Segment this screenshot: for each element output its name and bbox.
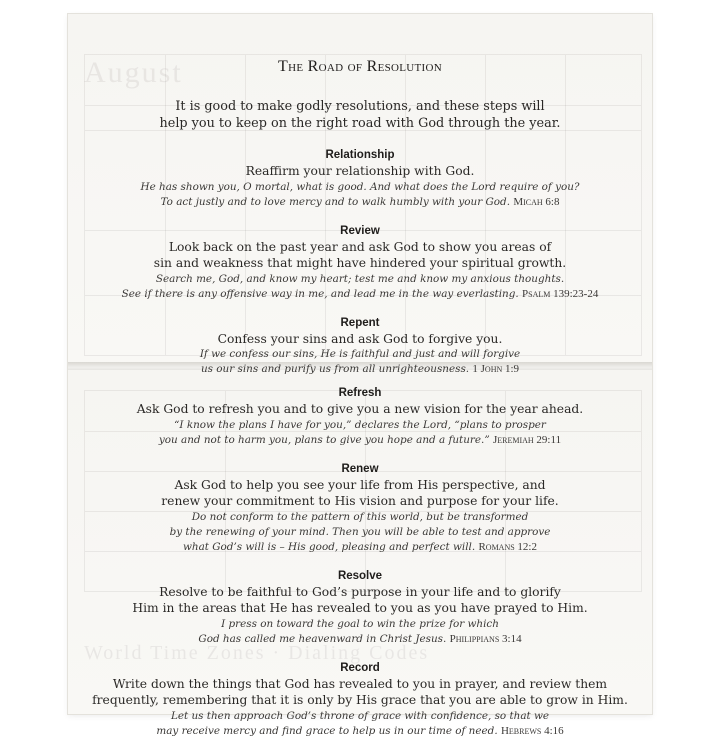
section-record xyxy=(68,661,652,739)
verse-line xyxy=(68,195,652,210)
verse-text: may receive mercy and find grace to help us in our time of need. xyxy=(156,724,501,737)
verse-reference: Hebrews 4:16 xyxy=(500,724,564,737)
verse-line xyxy=(68,632,652,647)
section-body-line: Resolve to be faithful to God’s purpose in your life and to glorify xyxy=(159,584,561,599)
verse-text: Do not conform to the pattern of this world, but be transformed xyxy=(191,510,529,523)
verse-reference: Psalm 139:23-24 xyxy=(522,287,599,300)
verse-text: Let us then approach God’s throne of grace with confidence, so that we xyxy=(170,709,550,722)
page-title: The Road of Resolution xyxy=(278,58,442,75)
verse-line xyxy=(68,287,652,302)
bottom-content xyxy=(68,386,652,753)
verse-line xyxy=(68,724,652,739)
section-resolve xyxy=(68,569,652,647)
section-body-line: renew your commitment to His vision and purpose for your life. xyxy=(161,494,559,508)
verse-line xyxy=(68,540,652,555)
section-heading: Resolve xyxy=(337,569,383,582)
section-body-line: sin and weakness that might have hindered your spiritual growth. xyxy=(153,256,567,270)
verse-line xyxy=(68,510,652,525)
show-through-footer-text: World Time Zones · Dialing Codes xyxy=(84,642,430,664)
verse-text: us our sins and purify us from all unrighteousness. xyxy=(200,363,473,375)
intro-line: help you to keep on the right road with God through the year. xyxy=(159,116,561,131)
booklet xyxy=(68,14,652,737)
verse-text: See if there is any offensive way in me, and lead me in the way everlasting. xyxy=(121,287,523,300)
verse-line xyxy=(68,418,652,433)
verse-text: God has called me heavenward in Christ Jesus. xyxy=(198,632,450,645)
verse-text: To act justly and to love mercy and to walk humbly with your God. xyxy=(160,195,514,208)
verse-line xyxy=(68,433,652,448)
section-relationship xyxy=(68,148,652,210)
section-renew xyxy=(68,462,652,555)
section-body-line: Ask God to refresh you and to give you a new vision for the year ahead. xyxy=(136,402,584,416)
verse-line xyxy=(68,347,652,362)
verse-line xyxy=(68,709,652,724)
section-heading: Renew xyxy=(341,462,379,475)
intro-line: It is good to make godly resolutions, and these steps will xyxy=(175,99,545,114)
section-review xyxy=(68,224,652,302)
verse-line xyxy=(68,362,652,377)
section-heading: Review xyxy=(340,224,380,237)
section-heading: Record xyxy=(340,661,380,674)
verse-line xyxy=(68,180,652,195)
verse-reference: Micah 6:8 xyxy=(513,195,560,208)
verse-text: you and not to harm you, plans to give you hope and a future.” xyxy=(158,433,493,446)
verse-text: I press on toward the goal to win the prize for which xyxy=(221,617,499,630)
section-refresh xyxy=(68,386,652,448)
verse-text: what God’s will is – His good, pleasing and perfect will. xyxy=(182,540,479,553)
verse-text: “I know the plans I have for you,” declares the Lord, “plans to prosper xyxy=(174,418,546,431)
verse-line xyxy=(68,617,652,632)
section-body-line: Reaffirm your relationship with God. xyxy=(245,164,475,178)
section-heading: Relationship xyxy=(325,149,395,161)
verse-reference: Jeremiah 29:11 xyxy=(492,433,562,446)
verse-text: If we confess our sins, He is faithful and just and will forgive xyxy=(199,348,521,360)
show-through-calendar-heading: August xyxy=(84,56,183,89)
verse-text: Search me, God, and know my heart; test me and know my anxious thoughts. xyxy=(155,272,565,285)
intro-paragraph xyxy=(68,98,652,132)
verse-line xyxy=(68,525,652,540)
section-body-line: Look back on the past year and ask God to show you areas of xyxy=(168,239,552,254)
top-content xyxy=(68,58,652,391)
section-heading: Repent xyxy=(340,316,380,329)
verse-text: He has shown you, O mortal, what is good. And what does the Lord require of you? xyxy=(140,180,580,193)
section-body-line: Ask God to help you see your life from His perspective, and xyxy=(174,477,546,492)
verse-reference: Philippians 3:14 xyxy=(449,632,522,645)
section-body-line: Write down the things that God has revealed to you in prayer, and review them xyxy=(112,676,608,691)
verse-line xyxy=(68,272,652,287)
section-repent xyxy=(68,316,652,378)
verse-reference: 1 John 1:9 xyxy=(472,363,520,375)
section-body-line: Him in the areas that He has revealed to you as you have prayed to Him. xyxy=(132,601,588,615)
verse-reference: Romans 12:2 xyxy=(478,540,537,553)
section-heading: Refresh xyxy=(338,387,382,399)
verse-text: by the renewing of your mind. Then you will be able to test and approve xyxy=(169,525,551,538)
section-body-line: Confess your sins and ask God to forgive you. xyxy=(217,331,503,346)
section-body-line: frequently, remembering that it is only by His grace that you are able to grow in Him. xyxy=(92,693,628,707)
